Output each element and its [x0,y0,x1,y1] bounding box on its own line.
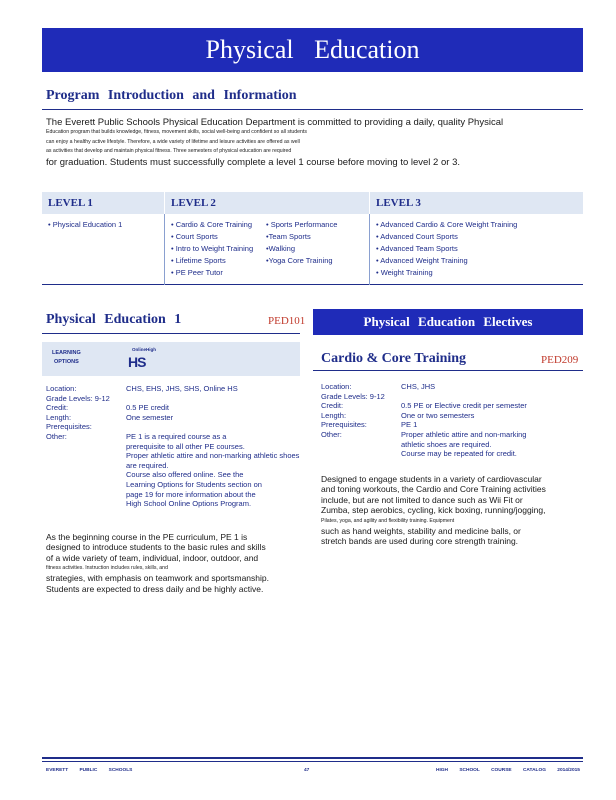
cardio-other-more [321,440,583,459]
info-key: Grade Levels: 9-12 [321,391,385,401]
pe1-other-more [46,442,304,509]
desc-line-tiny: Pilates, yoga, and agility and flexibility training. Equipment [321,517,455,524]
level-2-item: • Intro to Weight Training [171,244,254,253]
cardio-rule [313,370,583,371]
level-1-cell [42,214,165,285]
info-row [321,382,583,392]
learning-options-label-2: OPTIONS [53,359,79,365]
intro-tiny-1: Education program that builds knowledge, fitness, movement skills, social well-being and confident so all students [46,129,307,135]
info-row [321,401,583,411]
info-value: PE 1 is a required course as a [126,431,227,441]
desc-line: and toning workouts, the Cardio and Core Training activities [321,484,546,495]
online-hs-logo-icon [126,347,156,371]
info-value: 0.5 PE or Elective credit per semester [401,401,527,411]
footer-rule [42,757,583,759]
pe1-description [46,532,306,594]
info-key: Prerequisites: [321,420,367,430]
footer-right: HIGH SCHOOL COURSE CATALOG 2014/2015 [436,768,580,773]
level-3-header: LEVEL 3 [370,192,584,214]
info-value: One or two semesters [401,410,475,420]
info-key: Prerequisites: [46,422,92,432]
info-value [126,422,304,432]
level-2-item: •Team Sports [266,232,311,241]
info-key: Length: [321,410,347,420]
level-1-header: LEVEL 1 [42,192,165,214]
level-2-header: LEVEL 2 [165,192,370,214]
level-3-cell [370,214,584,285]
learning-options-label [52,349,81,367]
info-row [46,432,304,442]
level-3-item: • Advanced Cardio & Core Weight Training [376,220,518,229]
desc-line: include, but are not limited to dance such as Wii Fit or [321,494,523,505]
info-value [385,392,583,402]
other-line: are required. [126,460,169,470]
ohs-logo-big: HS [128,354,146,370]
info-row [46,403,304,413]
level-3-item: • Advanced Weight Training [376,256,468,265]
info-key: Grade Levels: 9-12 [46,393,110,403]
desc-line: such as hand weights, stability and medicine balls, or [321,525,521,536]
other-line: Course also offered online. See the [126,470,244,480]
other-line: athletic shoes are required. [401,439,492,449]
pe1-rule [42,333,300,334]
info-value: 0.5 PE credit [126,403,169,413]
level-1-item: • Physical Education 1 [48,220,123,229]
intro-line-1: The Everett Public Schools Physical Education Department is committed to providing a daily, quality Physical [46,117,504,128]
info-key: Credit: [46,403,69,413]
pe1-course-code: PED101 [268,315,306,327]
cardio-core-title: Cardio & Core Training [321,351,467,366]
info-row [321,430,583,440]
other-line: page 19 for more information about the [126,489,256,499]
info-key: Location: [321,382,352,391]
ohs-logo-small: OnlineHigh [132,347,156,352]
cardio-info [321,382,583,459]
intro-text [46,117,581,168]
page-banner: Physical Education [42,28,583,72]
desc-line: As the beginning course in the PE curriculum, PE 1 is [46,532,248,542]
footer-rule-thin [42,761,583,762]
level-2-cell [165,214,370,285]
info-value: One semester [126,412,174,422]
desc-line: stretch bands are used during core strength training. [321,536,519,547]
info-row [46,384,304,394]
level-2-item: •Yoga Core Training [266,256,333,265]
intro-tiny-3: as activities that develop and maintain physical fitness. Three semesters of physical education are required [46,148,292,155]
cardio-description [321,474,587,546]
level-3-item: • Weight Training [376,268,433,277]
info-key: Other: [321,429,342,439]
level-2-item: • Cardio & Core Training [171,220,252,229]
desc-line: Designed to engage students in a variety of cardiovascular [321,474,542,484]
info-value: CHS, JHS [401,382,436,391]
level-2-item: • Lifetime Sports [171,256,226,265]
pe1-title: Physical Education 1 [46,312,182,327]
info-row [321,392,583,402]
intro-tiny-2: can enjoy a healthy active lifestyle. Therefore, a wide variety of lifetime and leisure activities are offered as well [46,138,300,145]
info-key: Length: [46,412,72,422]
intro-line-2: for graduation. Students must successfully complete a level 1 course before moving to level 2 or 3. [46,156,460,168]
info-row [46,413,304,423]
desc-line-tiny: fitness activities. Instruction includes rules, skills, and [46,565,168,572]
info-key: Credit: [321,401,344,411]
level-3-item: • Advanced Team Sports [376,244,458,253]
desc-line: Zumba, step aerobics, cycling, kick boxing, running/jogging, [321,505,546,516]
info-key: Other: [46,431,67,441]
info-value [110,394,304,404]
info-row [46,394,304,404]
info-row [321,420,583,430]
other-line: Proper athletic attire and non-marking athletic shoes [126,451,300,461]
info-value: PE 1 [401,420,418,430]
info-key: Location: [46,384,77,393]
info-value: Proper athletic attire and non-marking [401,429,527,439]
cardio-course-code: PED209 [541,354,579,366]
level-2-item: • PE Peer Tutor [171,268,223,277]
pe1-info [46,384,304,509]
levels-table [42,192,583,285]
info-value: CHS, EHS, JHS, SHS, Online HS [126,384,238,393]
other-line: High School Online Options Program. [126,499,252,509]
levels-header-row [42,192,583,214]
learning-options-label-1: LEARNING [52,350,81,356]
level-2-item: •Walking [266,244,296,253]
intro-heading: Program Introduction and Information [46,88,297,103]
levels-body-row [42,214,583,285]
footer-page-number: 47 [304,768,310,773]
other-line: prerequisite to all other PE courses. [126,441,245,451]
level-2-item: • Court Sports [171,232,218,241]
info-row [321,411,583,421]
desc-line: Students are expected to dress daily and be highly active. [46,583,264,594]
info-row [46,422,304,432]
level-3-item: • Advanced Court Sports [376,232,458,241]
footer-left: EVERETT PUBLIC SCHOOLS [46,768,133,773]
learning-options-box [42,342,300,376]
desc-line: designed to introduce students to the basic rules and skills [46,542,266,553]
desc-line: strategies, with emphasis on teamwork and sportsmanship. [46,573,269,584]
desc-line: of a wide variety of team, individual, indoor, outdoor, and [46,552,259,563]
other-line: Course may be repeated for credit. [401,449,517,459]
intro-rule [42,109,583,110]
other-line: Learning Options for Students section on [126,479,262,489]
level-2-item: • Sports Performance [266,220,338,229]
electives-banner: Physical Education Electives [313,309,583,335]
